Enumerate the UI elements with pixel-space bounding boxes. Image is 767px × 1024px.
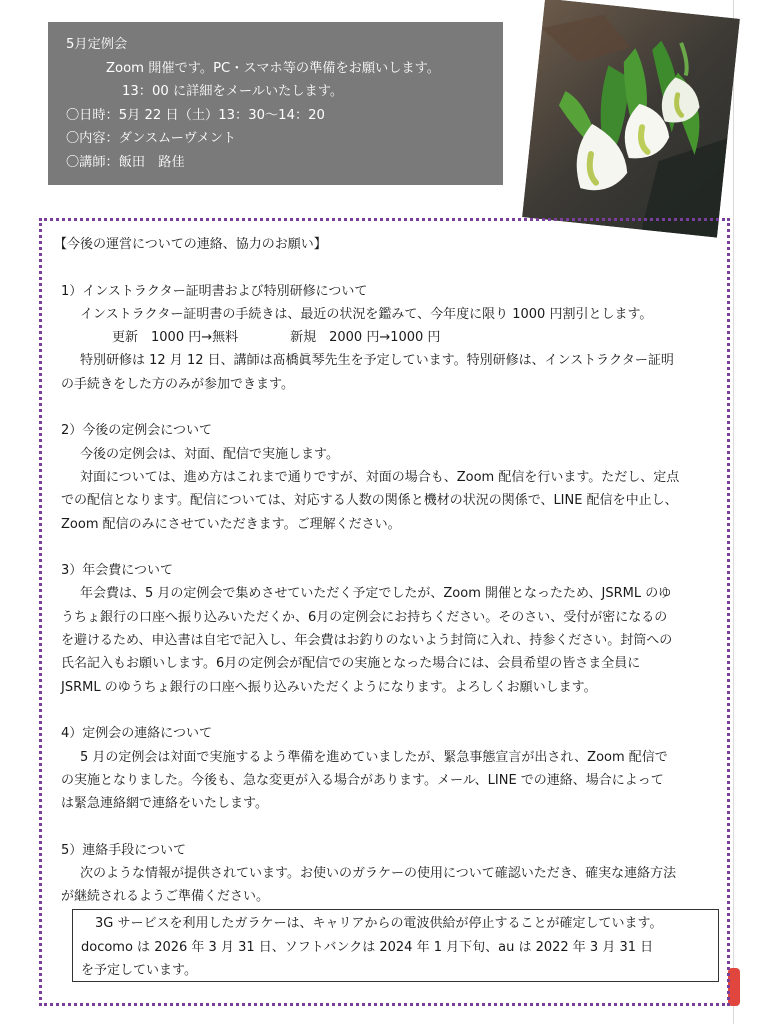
section-3-text: 氏名記入もお願いします。6月の定例会が配信での実施となった場合には、会員希望の皆さま全員に — [61, 656, 641, 672]
notice-email-line: 13：00 に詳細をメールいたします。 — [122, 84, 344, 99]
3g-notice-line: を予定しています。 — [81, 963, 197, 978]
section-5-text: が継続されるようご準備ください。 — [61, 889, 270, 905]
section-1-prices: 更新 1000 円→無料 新規 2000 円→1000 円 — [112, 330, 441, 346]
section-2-title: 2）今後の定例会について — [61, 423, 213, 439]
notice-lecturer: 〇講師：飯田 路佳 — [66, 154, 185, 170]
3g-notice-line: docomo は 2026 年 3 月 31 日、ソフトバンクは 2024 年 1 月下旬、au は 2022 年 3 月 31 日 — [81, 939, 654, 955]
section-2-text: 対面については、進め方はこれまで通りですが、対面の場合も、Zoom 配信を行います。ただし、定点 — [80, 469, 680, 485]
panel-heading: 【今後の運営についての連絡、協力のお願い】 — [54, 237, 327, 252]
section-4-title: 4）定例会の連絡について — [61, 726, 213, 742]
section-4-text: 5 月の定例会は対面で実施するよう準備を進めていましたが、緊急事態宣言が出され、Zoom 配信で — [80, 749, 668, 765]
section-5-title: 5）連絡手段について — [61, 842, 187, 858]
calla-lily-photo — [522, 0, 740, 238]
section-2-text: での配信となります。配信については、対応する人数の関係と機材の状況の関係で、LINE 配信を中止し、 — [61, 493, 678, 509]
3g-notice-line: 3G サービスを利用したガラケーは、キャリアからの電波供給が停止することが確定しています。 — [95, 916, 663, 931]
section-1-text: インストラクター証明書の手続きは、最近の状況を鑑みて、今年度に限り 1000 円割引とします。 — [80, 306, 653, 322]
notice-date: 〇日時：5月 22 日（土）13：30〜14：20 — [66, 107, 325, 123]
page-edge-line — [733, 0, 734, 1024]
announcement-panel — [39, 218, 730, 1006]
section-3-text: を避けるため、申込書は自宅で記入し、年会費はお釣りのないよう封筒に入れ、持参ください。封筒への — [61, 633, 673, 649]
section-1-text: の手続きをした方のみが参加できます。 — [61, 376, 294, 392]
3g-service-notice — [72, 909, 719, 982]
section-1-title: 1）インストラクター証明書および特別研修について — [61, 283, 368, 299]
section-1-text: 特別研修は 12 月 12 日、講師は髙橋眞琴先生を予定しています。特別研修は、インストラクター証明 — [80, 353, 674, 369]
section-2-text: 今後の定例会は、対面、配信で実施します。 — [80, 446, 339, 462]
section-2-text: Zoom 配信のみにさせていただきます。ご理解ください。 — [61, 516, 401, 532]
section-4-text: の実施となりました。今後も、急な変更が入る場合があります。メール、LINE での連絡、場合によって — [61, 772, 664, 788]
flower-photo-icon — [522, 0, 740, 238]
section-3-text: JSRML のゆうちょ銀行の口座へ振り込みいただくようになります。よろしくお願いします。 — [61, 679, 597, 695]
section-3-title: 3）年会費について — [61, 563, 174, 579]
section-4-text: は緊急連絡網で連絡をいたします。 — [61, 796, 268, 812]
meeting-notice-box — [48, 22, 503, 185]
section-5-text: 次のような情報が提供されています。お使いのガラケーの使用について確認いただき、確実な連絡方法 — [80, 866, 677, 882]
notice-title: 5月定例会 — [66, 37, 128, 52]
section-3-text: うちょ銀行の口座へ振り込みいただくか、6月の定例会にお持ちください。そのさい、受付が密になるの — [61, 609, 668, 625]
notice-zoom-line: Zoom 開催です。PC・スマホ等の準備をお願いします。 — [106, 60, 440, 76]
section-3-text: 年会費は、5 月の定例会で集めさせていただく予定でしたが、Zoom 開催となったため、JSRML のゆ — [80, 586, 672, 602]
notice-content: 〇内容：ダンスムーヴメント — [66, 131, 237, 146]
